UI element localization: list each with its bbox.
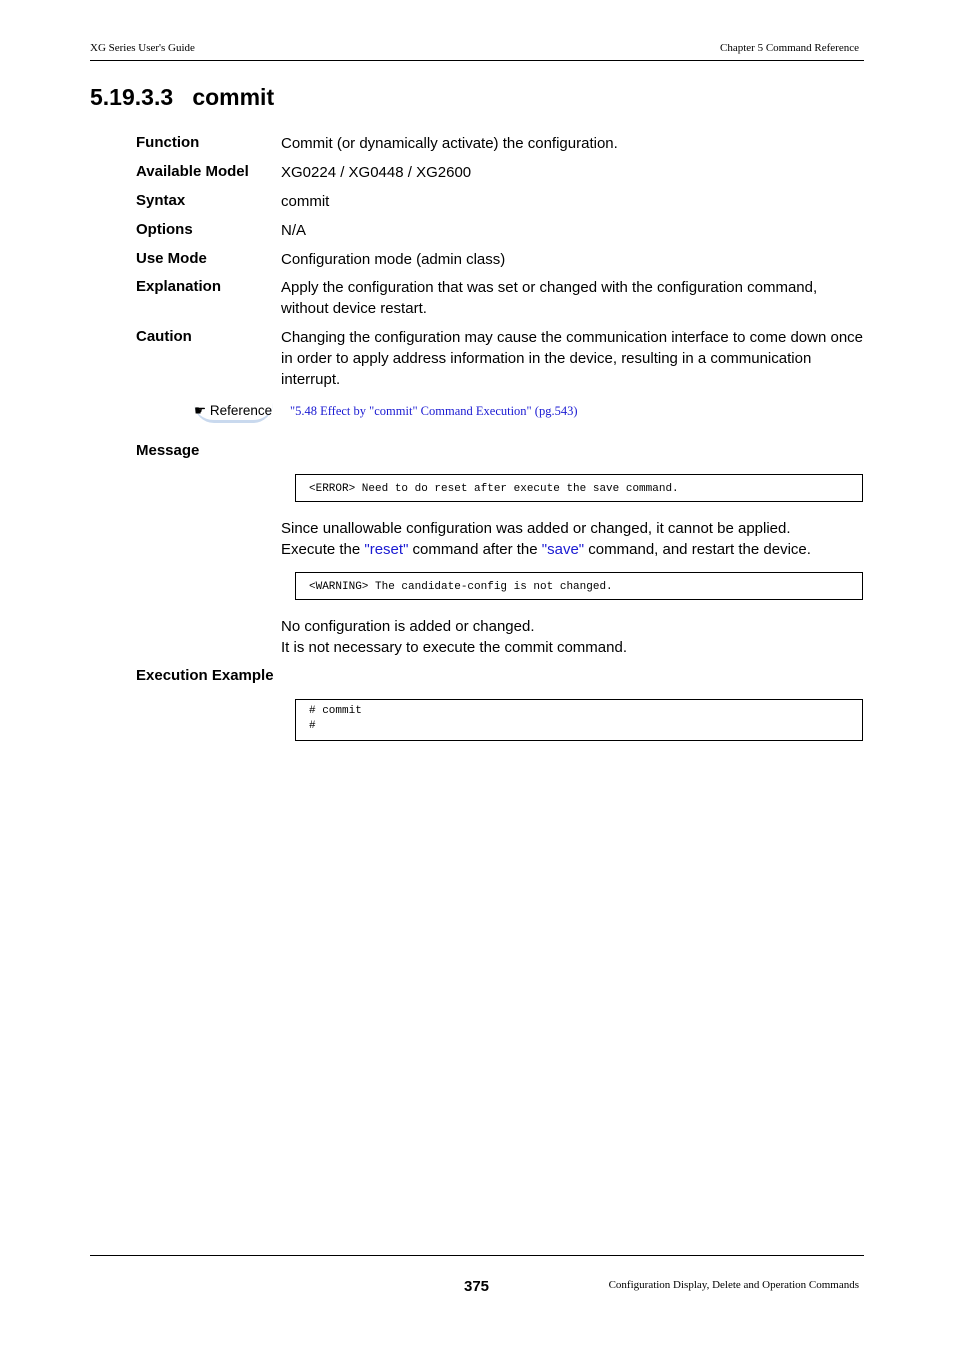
footer-divider	[90, 1255, 864, 1256]
use-mode-label: Use Mode	[136, 250, 207, 267]
warning-description	[281, 616, 863, 658]
caution-value: Changing the configuration may cause the communication interface to come down once in order to apply address information in the device, resulting in a communication interrupt.	[281, 329, 864, 388]
options-value: N/A	[281, 222, 307, 239]
warning-description-line2: It is not necessary to execute the commit command.	[281, 639, 627, 656]
function-value: Commit (or dynamically activate) the configuration.	[281, 135, 618, 152]
header-chapter-title: Chapter 5 Command Reference	[720, 42, 859, 54]
pointing-hand-icon: ☛	[194, 403, 207, 418]
reference-label: Reference	[209, 403, 273, 418]
section-number: 5.19.3.3	[90, 84, 174, 110]
warning-description-line1: No configuration is added or changed.	[281, 618, 535, 635]
error-desc-text-a: Execute the	[281, 541, 365, 558]
use-mode-value: Configuration mode (admin class)	[281, 251, 506, 268]
caution-label: Caution	[136, 328, 192, 345]
error-desc-text-c: command, and restart the device.	[584, 541, 811, 558]
syntax-label: Syntax	[136, 192, 186, 209]
execution-example-heading: Execution Example	[136, 667, 274, 684]
reference-link[interactable]: "5.48 Effect by "commit" Command Execution" (pg.543)	[290, 404, 578, 418]
error-message-code: <ERROR> Need to do reset after execute the save command.	[295, 474, 863, 502]
page-number: 375	[464, 1278, 490, 1295]
options-label: Options	[136, 221, 193, 238]
available-model-value: XG0224 / XG0448 / XG2600	[281, 164, 472, 181]
message-heading: Message	[136, 442, 200, 459]
error-description-line2	[281, 539, 863, 560]
section-name: commit	[192, 84, 275, 110]
warning-message-code: <WARNING> The candidate-config is not changed.	[295, 572, 863, 600]
error-description	[281, 518, 863, 560]
footer-section-title: Configuration Display, Delete and Operation Commands	[608, 1279, 859, 1291]
save-command-link[interactable]: "save"	[541, 541, 585, 558]
available-model-label: Available Model	[136, 163, 249, 180]
explanation-value: Apply the configuration that was set or changed with the configuration command, without device restart.	[281, 279, 818, 317]
reference-badge	[194, 403, 273, 423]
error-description-line1: Since unallowable configuration was added or changed, it cannot be applied.	[281, 520, 791, 537]
header-divider	[90, 60, 864, 61]
section-title	[90, 84, 274, 111]
reset-command-link[interactable]: "reset"	[364, 541, 409, 558]
function-label: Function	[136, 134, 200, 151]
syntax-value: commit	[281, 193, 330, 210]
error-desc-text-b: command after the	[408, 541, 542, 558]
header-guide-title: XG Series User's Guide	[90, 42, 195, 54]
explanation-label: Explanation	[136, 278, 222, 295]
execution-example-code: # commit #	[295, 699, 863, 741]
